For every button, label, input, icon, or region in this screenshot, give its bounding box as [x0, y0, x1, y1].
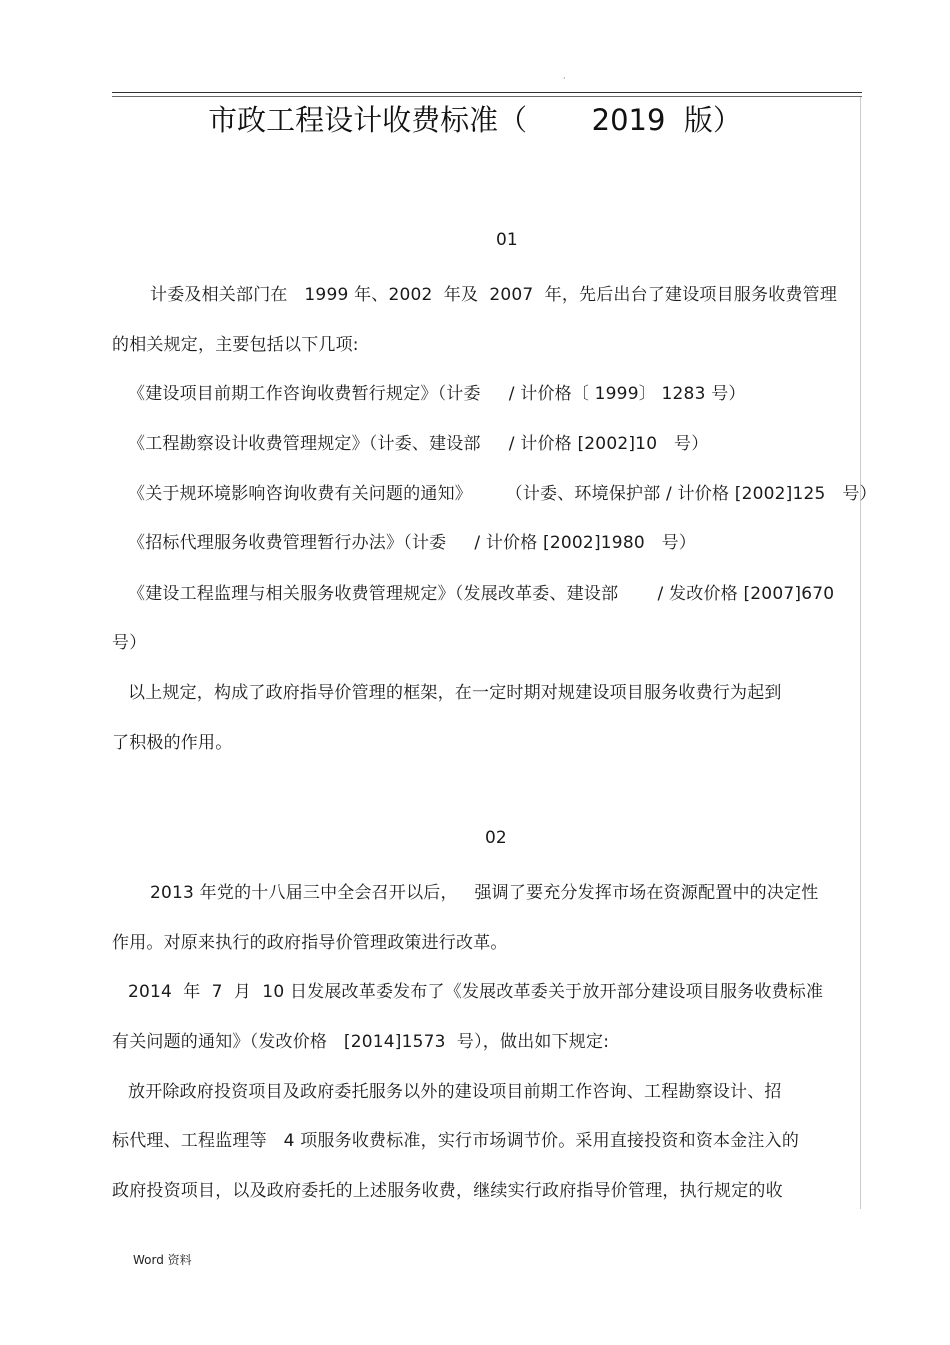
- paragraph-line: 放开除政府投资项目及政府委托服务以外的建设项目前期工作咨询、工程勘察设计、招: [128, 1082, 782, 1102]
- page-footer: Word 资料: [133, 1253, 192, 1267]
- header-mark: ·: [563, 74, 566, 83]
- document-title: 市政工程设计收费标准（ 2019 版）: [208, 103, 742, 137]
- paragraph-line: 《关于规环境影响咨询收费有关问题的通知》 （计委、环境保护部 / 计价格 [2002]125 号）: [128, 484, 877, 504]
- section-number: 02: [485, 828, 507, 848]
- paragraph-line: 政府投资项目，以及政府委托的上述服务收费，继续实行政府指导价管理，执行规定的收: [112, 1181, 783, 1201]
- paragraph-line: 有关问题的通知》（发改价格 [2014]1573 号），做出如下规定:: [112, 1032, 610, 1052]
- paragraph-line: 的相关规定，主要包括以下几项:: [112, 335, 359, 355]
- section-number: 01: [496, 230, 518, 250]
- paragraph-line: 标代理、工程监理等 4 项服务收费标准，实行市场调节价。采用直接投资和资本金注入的: [112, 1131, 800, 1151]
- right-margin-rule: [860, 97, 861, 1209]
- paragraph-line: 作用。对原来执行的政府指导价管理政策进行改革。: [112, 933, 508, 953]
- paragraph-line: 了积极的作用。: [112, 733, 233, 753]
- paragraph-line: 《建设工程监理与相关服务收费管理规定》（发展改革委、建设部 / 发改价格 [2007]670: [128, 584, 835, 604]
- paragraph-line: 《建设项目前期工作咨询收费暂行规定》（计委 / 计价格〔 1999〕 1283 号）: [128, 384, 746, 404]
- paragraph-line: 2014 年 7 月 10 日发展改革委发布了《发展改革委关于放开部分建设项目服务收费标准: [128, 982, 824, 1002]
- paragraph-line: 号）: [112, 633, 147, 653]
- paragraph-line: 2013 年党的十八届三中全会召开以后， 强调了要充分发挥市场在资源配置中的决定性: [150, 883, 819, 903]
- paragraph-line: 计委及相关部门在 1999 年、2002 年及 2007 年，先后出台了建设项目服务收费管理: [150, 285, 838, 305]
- paragraph-line: 以上规定，构成了政府指导价管理的框架，在一定时期对规建设项目服务收费行为起到: [128, 683, 782, 703]
- header-rule: [112, 92, 862, 93]
- header-rule-thin: [112, 96, 862, 97]
- paragraph-line: 《工程勘察设计收费管理规定》（计委、建设部 / 计价格 [2002]10 号）: [128, 434, 709, 454]
- paragraph-line: 《招标代理服务收费管理暂行办法》（计委 / 计价格 [2002]1980 号）: [128, 533, 697, 553]
